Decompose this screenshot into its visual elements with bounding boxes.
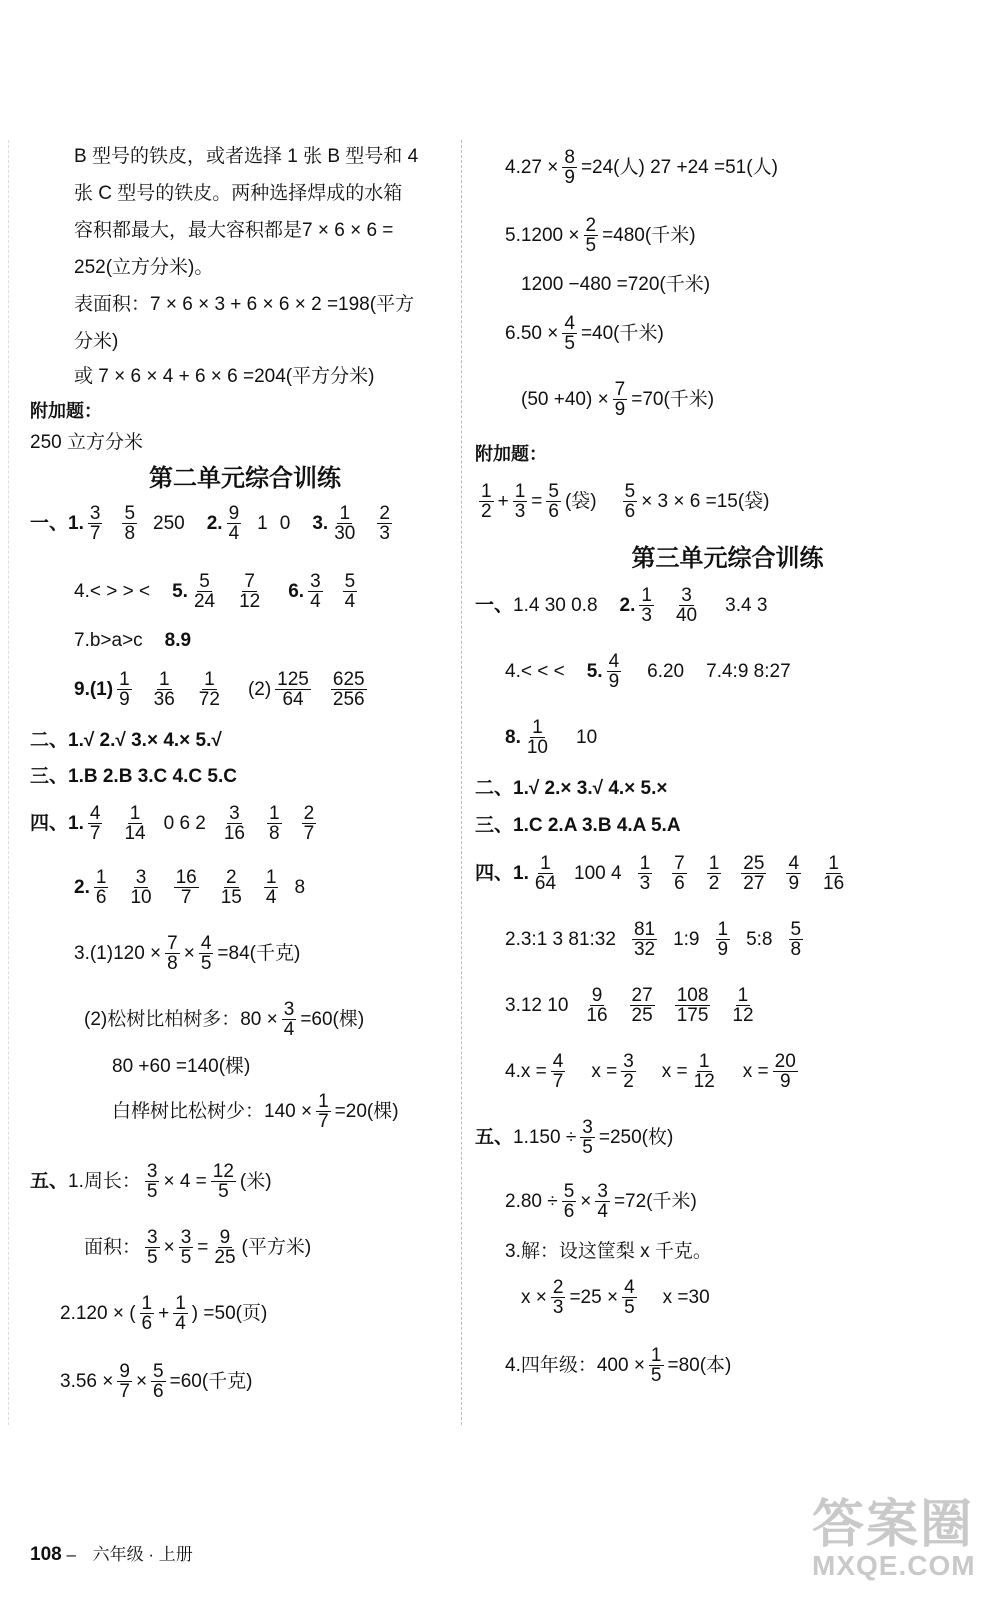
value: 3.12 10 (505, 995, 569, 1016)
value: 1 (257, 513, 268, 534)
value: 5:8 (746, 929, 773, 950)
expression: x × (521, 1287, 547, 1308)
answer-row: 4.四年级：400 × $\frac{1}{5}$ =80(本) (505, 1344, 732, 1387)
text-line: 或 7 × 6 × 4 + 6 × 6 =204(平方分米) (74, 366, 375, 387)
answer-row (30, 562, 361, 622)
text-line: 252(立方分米)。 (74, 257, 214, 278)
answer-row (475, 910, 807, 970)
text-line: B 型号的铁皮，或者选择 1 张 B 型号和 4 (74, 146, 419, 167)
q-num: 5. (172, 581, 188, 602)
page-number: 108 (30, 1544, 62, 1565)
fraction: $\frac{3}{10}$ (130, 866, 152, 909)
fraction: $\frac{1}{3}$ (641, 584, 652, 627)
expression: 3.(1)120 × (74, 943, 162, 964)
expression: 4.四年级：400 × (505, 1355, 645, 1376)
answer-row (475, 642, 791, 702)
expression: (50 +40) × (521, 389, 609, 410)
extra-question-answer: 250 立方分米 (30, 432, 143, 453)
answer-row: 4.27 × $\frac{8}{9}$ =24(人) 27 +24 =51(人) (505, 146, 778, 189)
fraction: $\frac{7}{6}$ (674, 852, 685, 895)
value: 100 4 (574, 863, 622, 884)
fraction: $\frac{3}{5}$ (582, 1116, 593, 1159)
fraction: $\frac{3}{2}$ (623, 1050, 634, 1093)
fraction: $\frac{2}{7}$ (303, 802, 315, 845)
value: 8.9 (164, 630, 192, 651)
expression: 2.120 × ( (60, 1303, 136, 1324)
fraction: $\frac{4}{5}$ (624, 1276, 635, 1319)
fraction: $\frac{1}{2}$ (708, 852, 720, 895)
expression: 1.周长： (68, 1171, 141, 1192)
answer-row: 80 +60 =140(棵) (112, 1056, 251, 1077)
fraction: $\frac{2}{5}$ (585, 214, 597, 257)
value: 2.3:1 3 81:32 (505, 929, 616, 950)
expression: =84(千克) (217, 943, 301, 964)
answer-row: 3.解：设这筐梨 x 千克。 (505, 1241, 712, 1262)
fraction: $\frac{9}{4}$ (228, 502, 240, 545)
footer-dash: – (66, 1545, 76, 1564)
fraction: $\frac{3}{40}$ (675, 584, 698, 627)
fraction: $\frac{81}{32}$ (633, 918, 656, 961)
fraction: $\frac{1}{9}$ (717, 918, 729, 961)
answer-row: 5.1200 × $\frac{2}{5}$ =480(千米) (505, 214, 696, 257)
expression: (2)松树比柏树多：80 × (84, 1009, 278, 1030)
answer-row: 4.x = $\frac{4}{7}$ x = $\frac{3}{2}$ x = $\frac{1}{12}$ x = $\frac{20}{9}$ (505, 1050, 796, 1093)
fraction: $\frac{1}{3}$ (639, 852, 651, 895)
answer-row: 五、1.周长： $\frac{3}{5}$ × 4 = $\frac{12}{5}$ (米) (30, 1160, 272, 1203)
q-num: 1. (68, 513, 84, 534)
expression: 4.27 × (505, 157, 559, 178)
q-num: 8. (505, 727, 521, 748)
fraction: $\frac{1}{12}$ (693, 1050, 715, 1093)
q-num: 9.(1) (74, 679, 114, 700)
fraction: $\frac{2}{15}$ (220, 866, 242, 909)
fraction: $\frac{4}{9}$ (788, 852, 800, 895)
left-margin-rule (8, 140, 9, 1425)
extra-question-label: 附加题： (30, 401, 102, 421)
answer-row: 三、1.C 2.A 3.B 4.A 5.A (475, 815, 681, 836)
value: 0 (279, 513, 291, 534)
value: 3.4 3 (725, 595, 768, 616)
value: 1:9 (673, 929, 700, 950)
fraction: $\frac{1}{9}$ (119, 668, 130, 711)
q-num: 1. (68, 813, 84, 834)
answer-row: 2.80 ÷ $\frac{5}{6}$ × $\frac{3}{4}$ =72(千米) (505, 1180, 697, 1223)
answer-row (30, 494, 396, 554)
answer-row: 2.120 × ( $\frac{1}{6}$ + $\frac{1}{4}$ ) =50(页) (60, 1292, 268, 1335)
answer-row (475, 976, 760, 1036)
watermark-url: MXQE.COM (812, 1550, 976, 1581)
fraction: $\frac{625}{256}$ (332, 668, 365, 711)
fraction: $\frac{5}{6}$ (153, 1360, 164, 1403)
fraction: $\frac{25}{27}$ (743, 852, 765, 895)
answer-row (30, 1082, 399, 1142)
page-footer (30, 1540, 193, 1566)
fraction: $\frac{1}{6}$ (141, 1292, 153, 1335)
fraction: $\frac{1}{8}$ (269, 802, 280, 845)
answer-row: 3.(1)120 × $\frac{7}{8}$ × $\frac{4}{5}$ =84(千克) (74, 932, 301, 975)
value: 4.< < < (505, 661, 565, 682)
text-line: 表面积：7 × 6 × 3 + 6 × 6 × 2 =198(平方 (74, 294, 415, 315)
fraction: $\frac{5}{8}$ (790, 918, 802, 961)
grade-label: 六年级 · 上册 (92, 1545, 193, 1564)
fraction: $\frac{1}{14}$ (124, 802, 146, 845)
fraction: $\frac{3}{5}$ (146, 1160, 158, 1203)
fraction: $\frac{3}{4}$ (597, 1180, 608, 1223)
answer-row (30, 660, 371, 720)
fraction: $\frac{8}{9}$ (564, 146, 575, 189)
fraction: $\frac{20}{9}$ (774, 1050, 796, 1093)
expression: 面积： (84, 1237, 142, 1258)
fraction: $\frac{3}{5}$ (180, 1226, 192, 1269)
fraction: $\frac{1}{7}$ (318, 1090, 329, 1133)
value: 10 (576, 727, 598, 748)
fraction: $\frac{1}{36}$ (153, 668, 175, 711)
expression: 白桦树比松树少：140 × (112, 1101, 313, 1122)
fraction: $\frac{3}{4}$ (310, 570, 321, 613)
fraction: $\frac{9}{7}$ (119, 1360, 130, 1403)
watermark (808, 1482, 988, 1590)
section-label: 一、 (30, 513, 69, 534)
q-num: (2) (247, 679, 272, 700)
section-label: 四、 (30, 813, 69, 834)
fraction: $\frac{4}{7}$ (552, 1050, 564, 1093)
fraction: $\frac{1}{10}$ (526, 716, 548, 759)
expression: =20(棵) (334, 1101, 399, 1122)
value: 6.20 (647, 661, 685, 682)
fraction: $\frac{1}{72}$ (198, 668, 220, 711)
fraction: $\frac{5}{24}$ (193, 570, 216, 613)
fraction: $\frac{1}{3}$ (514, 480, 526, 523)
fraction: $\frac{5}{6}$ (624, 480, 636, 523)
answer-row: 五、1.150 ÷ $\frac{3}{5}$ =250(枚) (475, 1116, 674, 1159)
fraction: $\frac{125}{64}$ (277, 668, 309, 711)
fraction: $\frac{1}{16}$ (823, 852, 845, 895)
section-heading-unit3: 第三单元综合训练 (631, 544, 824, 572)
q-num: 6. (288, 581, 305, 602)
fraction: $\frac{2}{3}$ (379, 502, 390, 545)
q-num: 5. (586, 661, 603, 682)
section-heading-unit2: 第二单元综合训练 (149, 464, 341, 492)
answer-row: (50 +40) × $\frac{7}{9}$ =70(千米) (521, 378, 715, 421)
fraction: $\frac{1}{5}$ (650, 1344, 662, 1387)
answer-row (475, 844, 850, 904)
answer-row: 三、1.B 2.B 3.C 4.C 5.C (30, 766, 237, 787)
expression: 3.56 × (60, 1371, 114, 1392)
section-label: 五、 (30, 1171, 69, 1192)
fraction: $\frac{1}{4}$ (265, 866, 277, 909)
value: 7.b>a>c (74, 630, 143, 651)
column-divider (461, 140, 462, 1425)
section-label: 一、 (475, 595, 514, 616)
answer-row (475, 576, 767, 636)
fraction: $\frac{12}{5}$ (212, 1160, 234, 1203)
value: 250 (153, 513, 185, 534)
fraction: $\frac{7}{12}$ (239, 570, 261, 613)
fraction: $\frac{5}{6}$ (563, 1180, 575, 1223)
fraction: $\frac{1}{6}$ (95, 866, 107, 909)
text-line: 容积都最大，最大容积都是7 × 6 × 6 = (74, 220, 394, 241)
answer-row: 3.56 × $\frac{9}{7}$ × $\frac{5}{6}$ =60(千克) (60, 1360, 253, 1403)
q-num: 3. (312, 513, 329, 534)
value: 0 6 2 (163, 813, 206, 834)
section-label: 四、 (475, 863, 514, 884)
fraction: $\frac{27}{25}$ (631, 984, 653, 1027)
fraction: $\frac{1}{4}$ (175, 1292, 186, 1335)
fraction: $\frac{3}{7}$ (89, 502, 101, 545)
answer-row (475, 708, 597, 768)
answer-row (30, 858, 305, 918)
value: 8 (294, 877, 306, 898)
answer-row: 二、1.√ 2.× 3.√ 4.× 5.× (475, 778, 668, 799)
fraction: $\frac{4}{7}$ (89, 802, 101, 845)
watermark-logo-text: 答案圈 (812, 1495, 975, 1555)
fraction: $\frac{1}{64}$ (534, 852, 557, 895)
fraction: $\frac{4}{5}$ (200, 932, 212, 975)
answer-row: 面积： $\frac{3}{5}$ × $\frac{3}{5}$ = $\frac{9}{25}$ (平方米) (84, 1226, 312, 1269)
fraction: $\frac{7}{9}$ (614, 378, 626, 421)
expression: 4.x = (505, 1061, 547, 1082)
fraction: $\frac{3}{4}$ (283, 998, 295, 1041)
value: 7.4:9 8:27 (706, 661, 791, 682)
expression: =60(棵) (300, 1009, 365, 1030)
fraction: $\frac{1}{2}$ (481, 480, 492, 523)
fraction: $\frac{9}{25}$ (214, 1226, 236, 1269)
fraction: $\frac{108}{175}$ (676, 984, 709, 1027)
answer-row (30, 794, 320, 854)
expression: 5.1200 × (505, 225, 580, 246)
answer-row (30, 624, 191, 658)
answer-row: x × $\frac{2}{3}$ =25 × $\frac{4}{5}$ x =30 (521, 1276, 710, 1319)
text-line: 分米) (74, 331, 119, 352)
answer-row (30, 990, 364, 1050)
fraction: $\frac{4}{5}$ (564, 312, 575, 355)
value: 4.< > > < (74, 581, 151, 602)
extra-question-label: 附加题： (475, 444, 547, 464)
fraction: $\frac{1}{30}$ (334, 502, 356, 545)
fraction: $\frac{4}{9}$ (608, 650, 620, 693)
answer-row: $\frac{1}{2}$ + $\frac{1}{3}$ = $\frac{5}{6}$ (袋) $\frac{5}{6}$ × 3 × 6 =15(袋) (481, 480, 770, 523)
fraction: $\frac{5}{4}$ (344, 570, 356, 613)
value: 1.4 30 0.8 (513, 595, 598, 616)
fraction: $\frac{9}{16}$ (586, 984, 608, 1027)
fraction: $\frac{5}{6}$ (548, 480, 559, 523)
fraction: $\frac{3}{5}$ (147, 1226, 158, 1269)
expression: 2.80 ÷ (505, 1191, 558, 1212)
fraction: $\frac{5}{8}$ (124, 502, 136, 545)
q-num: 2. (619, 595, 636, 616)
answer-row: 1200 −480 =720(千米) (521, 274, 711, 295)
q-num: 2. (206, 513, 223, 534)
answer-row: 二、1.√ 2.√ 3.× 4.× 5.√ (30, 730, 222, 751)
q-num: 2. (74, 877, 90, 898)
fraction: $\frac{2}{3}$ (552, 1276, 564, 1319)
expression: 1.150 ÷ (513, 1127, 577, 1148)
expression: 6.50 × (505, 323, 559, 344)
answer-row: 6.50 × $\frac{4}{5}$ =40(千米) (505, 312, 664, 355)
fraction: $\frac{1}{12}$ (732, 984, 754, 1027)
fraction: $\frac{3}{16}$ (223, 802, 245, 845)
fraction: $\frac{16}{7}$ (175, 866, 197, 909)
q-num: 1. (513, 863, 529, 884)
section-label: 五、 (475, 1127, 514, 1148)
fraction: $\frac{7}{8}$ (167, 932, 178, 975)
text-line: 张 C 型号的铁皮。两种选择焊成的水箱 (74, 183, 403, 204)
